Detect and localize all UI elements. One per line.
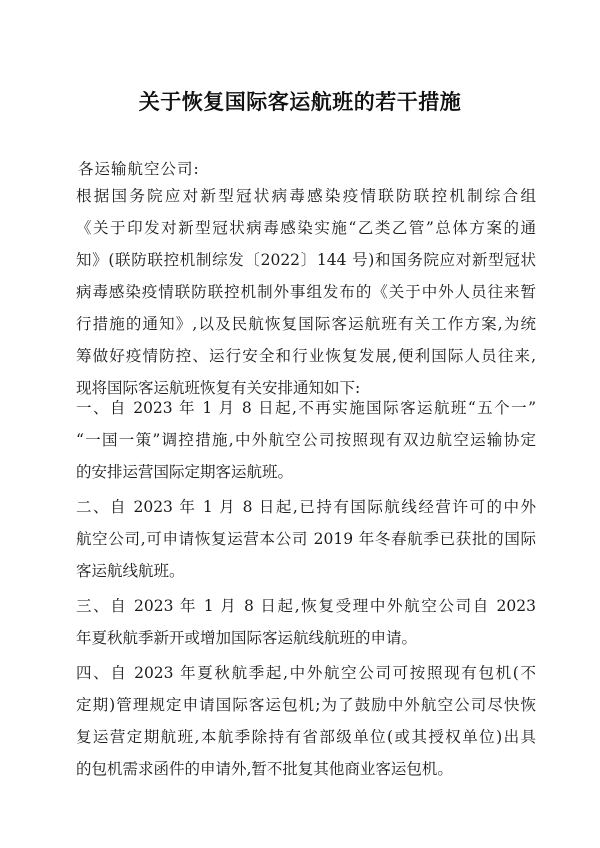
paragraph-measure-1 <box>76 392 536 488</box>
document-title: 关于恢复国际客运航班的若干措施 <box>138 89 462 114</box>
paragraph-line: “一国一策”调控措施,中外航空公司按照现有双边航空运输协定 <box>76 431 536 449</box>
paragraph-line: 三、自 2023 年 1 月 8 日起,恢复受理中外航空公司自 2023 <box>76 597 536 615</box>
paragraph-line: 的包机需求函件的申请外,暂不批复其他商业客运包机。 <box>76 760 453 778</box>
paragraph-line: 的安排运营国际定期客运航班。 <box>76 463 294 481</box>
paragraph-line: 客运航线航班。 <box>76 562 185 580</box>
paragraph-line: 根据国务院应对新型冠状病毒感染疫情联防联控机制综合组 <box>76 187 536 205</box>
paragraph-line: 《关于印发对新型冠状病毒感染实施“乙类乙管”总体方案的通 <box>76 219 536 237</box>
paragraph-line: 年夏秋航季新开或增加国际客运航线航班的申请。 <box>76 629 418 647</box>
paragraph-line: 筹做好疫情防控、运行安全和行业恢复发展,便利国际人员往来, <box>76 347 536 365</box>
paragraph-measure-4 <box>76 657 536 785</box>
paragraph-line: 定期)管理规定申请国际客运包机;为了鼓励中外航空公司尽快恢 <box>76 696 536 714</box>
paragraph-line: 知》(联防联控机制综发〔2022〕144 号)和国务院应对新型冠状 <box>76 251 536 269</box>
paragraph-line: 病毒感染疫情联防联控机制外事组发布的《关于中外人员往来暂 <box>76 283 536 301</box>
paragraph-line: 航空公司,可申请恢复运营本公司 2019 年冬春航季已获批的国际 <box>76 530 536 548</box>
paragraph-measure-3 <box>76 590 536 654</box>
paragraph-line: 行措施的通知》,以及民航恢复国际客运航班有关工作方案,为统 <box>76 315 536 333</box>
paragraph-line: 一、自 2023 年 1 月 8 日起,不再实施国际客运航班“五个一” <box>76 399 536 417</box>
paragraph-line: 现将国际客运航班恢复有关安排通知如下: <box>76 379 361 397</box>
paragraph-line: 复运营定期航班,本航季除持有省部级单位(或其授权单位)出具 <box>76 728 536 746</box>
salutation: 各运输航空公司: <box>78 160 200 178</box>
paragraph-measure-2 <box>76 491 536 587</box>
paragraph-line: 四、自 2023 年夏秋航季起,中外航空公司可按照现有包机(不 <box>76 664 536 682</box>
paragraph-intro <box>76 180 536 404</box>
paragraph-line: 二、自 2023 年 1 月 8 日起,已持有国际航线经营许可的中外 <box>76 498 536 516</box>
